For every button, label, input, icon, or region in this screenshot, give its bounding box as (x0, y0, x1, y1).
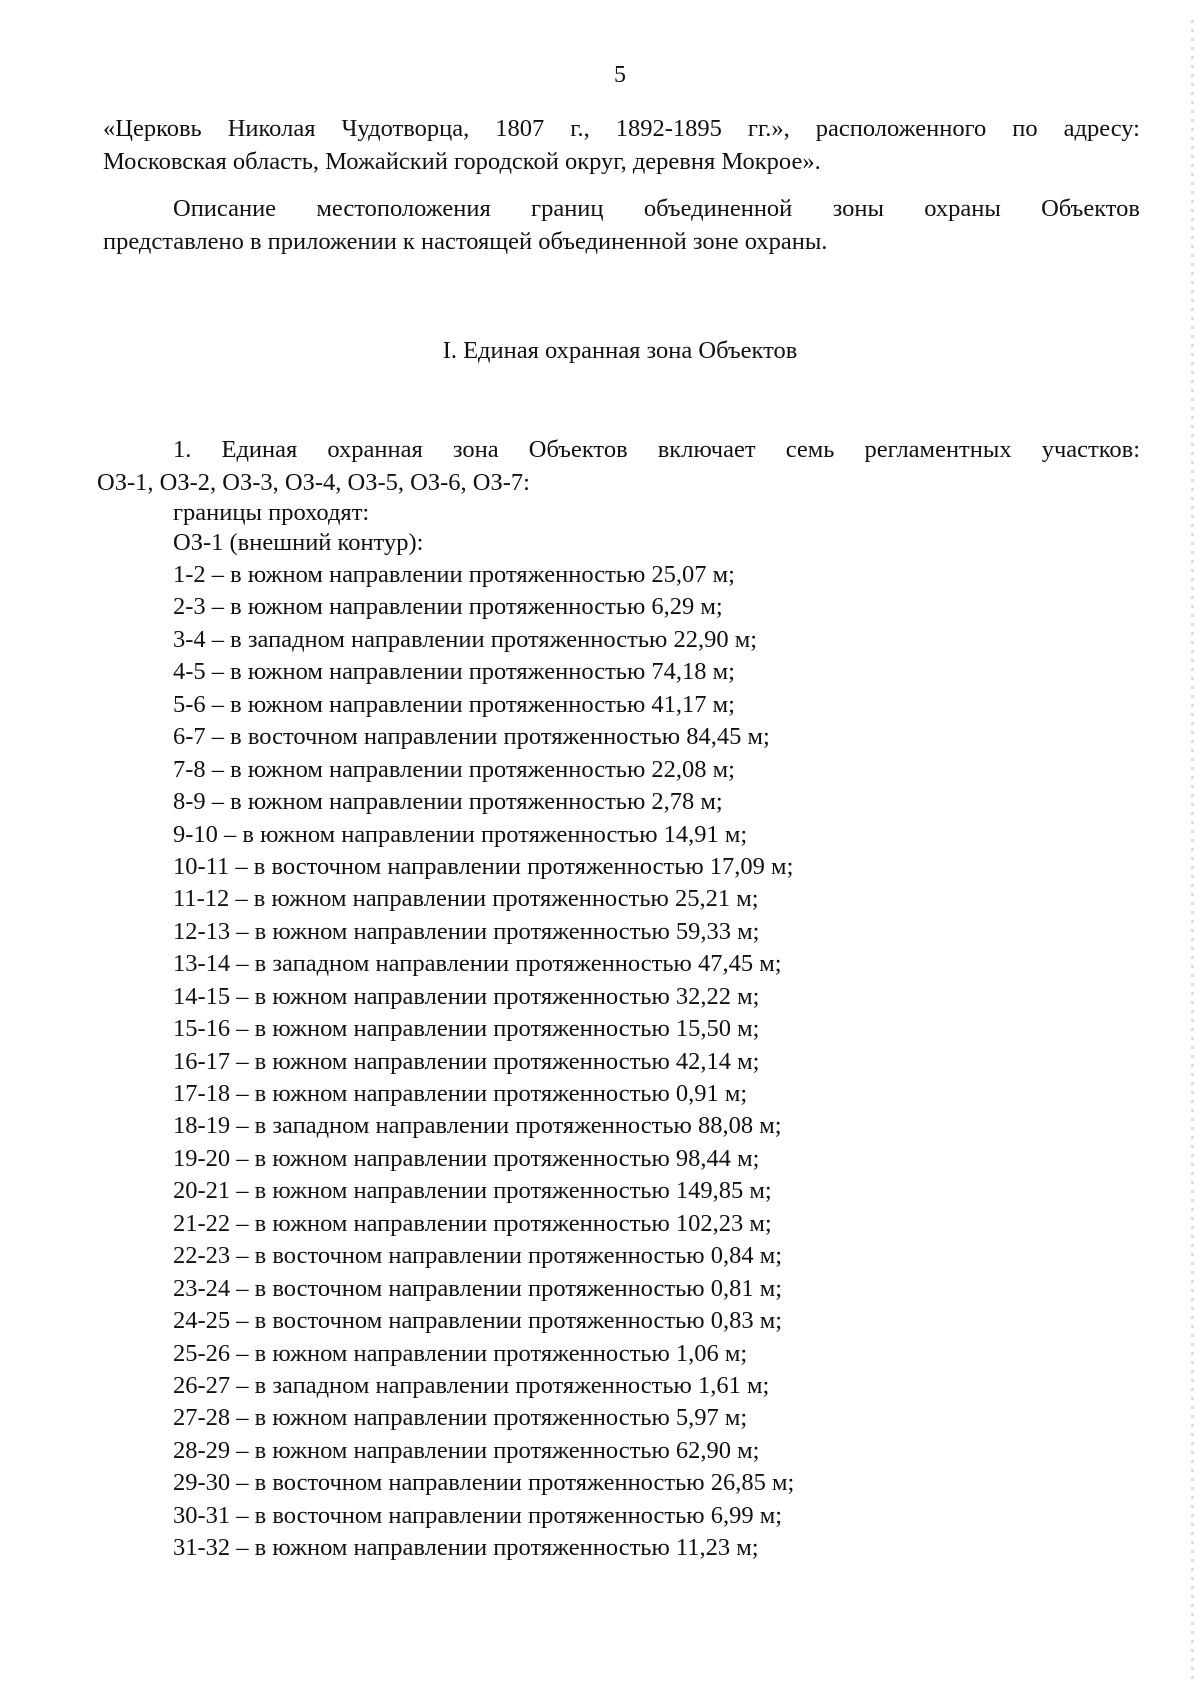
boundary-segment-item: 7-8 – в южном направлении протяженностью 22,08 м; (173, 755, 735, 783)
boundary-segment-item: 30-31 – в восточном направлении протяженностью 6,99 м; (173, 1501, 783, 1529)
boundary-segment-item: 24-25 – в восточном направлении протяженностью 0,83 м; (173, 1307, 783, 1335)
boundary-segment-item: 5-6 – в южном направлении протяженностью 41,17 м; (173, 690, 735, 718)
boundary-segment-item: 29-30 – в восточном направлении протяженностью 26,85 м; (173, 1469, 795, 1497)
contour-label-block (173, 526, 1073, 559)
clause-paragraph (97, 433, 1140, 499)
boundary-segment-item: 2-3 – в южном направлении протяженностью 6,29 м; (173, 593, 723, 621)
boundary-segment-item: 27-28 – в южном направлении протяженностью 5,97 м; (173, 1404, 748, 1432)
boundaries-label-block (173, 496, 1073, 529)
description-paragraph (103, 192, 1140, 258)
intro-line-2: Московская область, Можайский городской округ, деревня Мокрое». (103, 148, 821, 175)
boundary-segment-item: 13-14 – в западном направлении протяженностью 47,45 м; (173, 950, 782, 978)
boundary-segment-item: 10-11 – в восточном направлении протяженностью 17,09 м; (173, 852, 794, 880)
boundary-segment-item: 3-4 – в западном направлении протяженностью 22,90 м; (173, 625, 758, 653)
boundary-segment-item: 12-13 – в южном направлении протяженностью 59,33 м; (173, 917, 760, 945)
boundary-segment-list (173, 559, 794, 1565)
boundary-segment-item: 26-27 – в западном направлении протяженностью 1,61 м; (173, 1371, 770, 1399)
intro-paragraph (103, 112, 1140, 178)
boundary-segment-item: 22-23 – в восточном направлении протяженностью 0,84 м; (173, 1242, 783, 1270)
boundary-segment-item: 20-21 – в южном направлении протяженностью 149,85 м; (173, 1177, 772, 1205)
boundaries-label: границы проходят: (173, 499, 370, 526)
boundary-segment-item: 15-16 – в южном направлении протяженностью 15,50 м; (173, 1015, 760, 1043)
boundary-segment-item: 18-19 – в западном направлении протяженностью 88,08 м; (173, 1112, 782, 1140)
clause-line-1: 1. Единая охранная зона Объектов включает семь регламентных участков: (173, 436, 1140, 463)
boundary-segment-item: 17-18 – в южном направлении протяженностью 0,91 м; (173, 1080, 748, 1107)
boundary-segment-item: 8-9 – в южном направлении протяженностью 2,78 м; (173, 788, 723, 816)
description-line-2: представлено в приложении к настоящей объединенной зоне охраны. (103, 228, 828, 255)
boundary-segment-item: 19-20 – в южном направлении протяженностью 98,44 м; (173, 1144, 760, 1172)
description-line-1: Описание местоположения границ объединенной зоны охраны Объектов (173, 195, 1140, 222)
contour-label: ОЗ-1 (внешний контур): (173, 529, 424, 556)
boundary-segment-item: 31-32 – в южном направлении протяженностью 11,23 м; (173, 1534, 759, 1562)
clause-line-2: ОЗ-1, ОЗ-2, ОЗ-3, ОЗ-4, ОЗ-5, ОЗ-6, ОЗ-7: (97, 469, 530, 496)
boundary-segment-item: 21-22 – в южном направлении протяженностью 102,23 м; (173, 1209, 772, 1237)
boundary-segment-item: 14-15 – в южном направлении протяженностью 32,22 м; (173, 982, 760, 1010)
boundary-segment-item: 25-26 – в южном направлении протяженностью 1,06 м; (173, 1339, 748, 1367)
boundary-segment-item: 1-2 – в южном направлении протяженностью 25,07 м; (173, 561, 735, 588)
intro-line-1: «Церковь Николая Чудотворца, 1807 г., 1892-1895 гг.», расположенного по адресу: (103, 115, 1140, 142)
section-heading: I. Единая охранная зона Объектов (442, 337, 798, 364)
boundary-segment-item: 28-29 – в южном направлении протяженностью 62,90 м; (173, 1436, 760, 1464)
scan-edge-artifact (1191, 20, 1194, 1680)
boundary-segment-item: 23-24 – в восточном направлении протяженностью 0,81 м; (173, 1274, 783, 1302)
page-number: 5 (614, 62, 626, 88)
boundary-segment-item: 11-12 – в южном направлении протяженностью 25,21 м; (173, 885, 759, 913)
boundary-segment-item: 9-10 – в южном направлении протяженностью 14,91 м; (173, 820, 748, 848)
boundary-segment-item: 6-7 – в восточном направлении протяженностью 84,45 м; (173, 723, 770, 751)
boundary-segment-item: 4-5 – в южном направлении протяженностью 74,18 м; (173, 658, 735, 686)
boundary-segment-item: 16-17 – в южном направлении протяженностью 42,14 м; (173, 1047, 760, 1075)
